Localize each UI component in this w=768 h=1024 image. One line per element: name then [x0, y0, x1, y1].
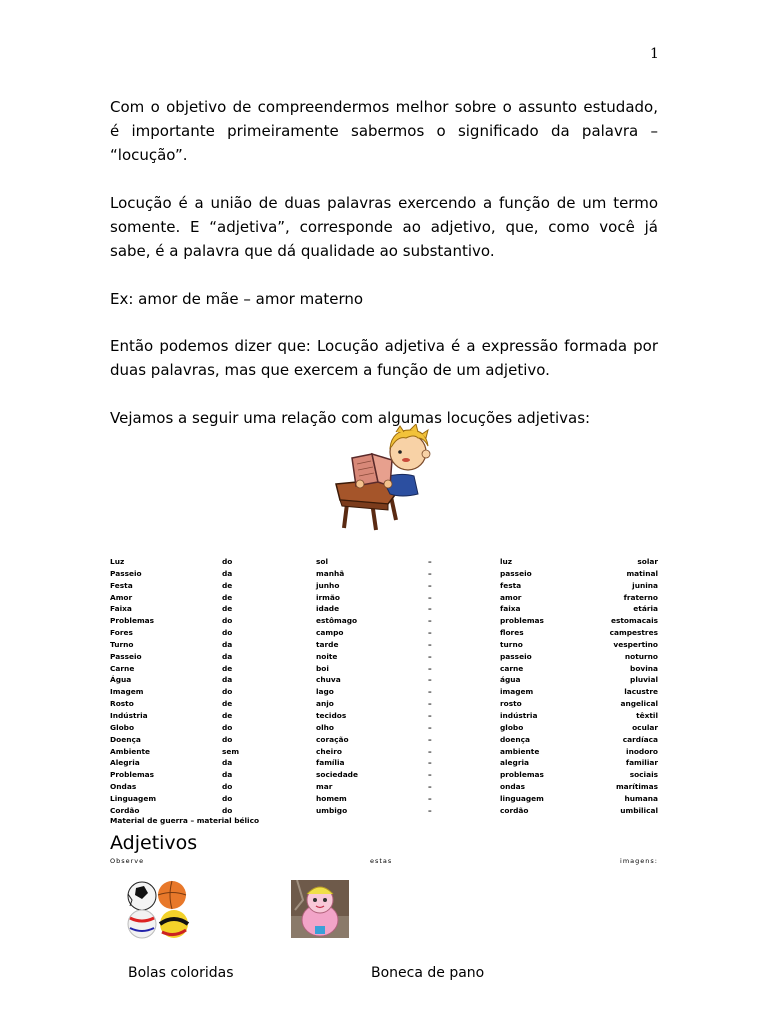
- table-cell: Ondas: [110, 782, 137, 792]
- table-cell: imagem: [500, 687, 534, 697]
- locucao-last-line: Material de guerra – material bélico: [110, 816, 260, 825]
- table-cell: inodoro: [626, 746, 658, 756]
- table-cell: –: [428, 616, 432, 626]
- table-cell: carne: [500, 663, 524, 673]
- table-cell: linguagem: [500, 793, 544, 803]
- table-cell: –: [428, 557, 432, 566]
- table-cell: Festa: [110, 580, 133, 590]
- table-cell: do: [222, 722, 233, 732]
- table-row: [110, 805, 658, 817]
- observe-word: estas: [370, 857, 393, 865]
- caption-balls: Bolas coloridas: [128, 965, 234, 981]
- table-cell: passeio: [500, 651, 532, 661]
- table-cell: –: [428, 793, 432, 803]
- table-cell: do: [222, 628, 233, 638]
- table-row: [110, 734, 658, 746]
- table-cell: Ambiente: [110, 746, 151, 756]
- table-cell: Carne: [110, 663, 135, 673]
- table-row: [110, 746, 658, 758]
- reading-boy-illustration: [330, 424, 440, 534]
- table-cell: da: [222, 758, 233, 768]
- table-cell: Problemas: [110, 616, 155, 626]
- table-cell: –: [428, 651, 432, 661]
- table-cell: da: [222, 675, 233, 685]
- table-cell: de: [222, 580, 233, 590]
- table-cell: matinal: [626, 568, 658, 578]
- table-cell: ocular: [632, 722, 658, 732]
- table-row: [110, 603, 658, 615]
- table-cell: do: [222, 782, 233, 792]
- table-row: [110, 639, 658, 651]
- table-cell: –: [428, 580, 432, 590]
- table-cell: de: [222, 592, 233, 602]
- table-row: [110, 686, 658, 698]
- table-cell: luz: [500, 557, 513, 566]
- colored-balls-image: [122, 880, 196, 940]
- table-cell: familiar: [625, 758, 658, 768]
- table-row: [110, 710, 658, 722]
- table-cell: homem: [316, 793, 347, 803]
- table-cell: –: [428, 758, 432, 768]
- table-cell: de: [222, 663, 233, 673]
- table-row: [110, 627, 658, 639]
- observe-word: Observe: [110, 857, 145, 865]
- table-cell: marítimas: [615, 782, 658, 792]
- table-row: [110, 722, 658, 734]
- page-number: 1: [650, 46, 659, 62]
- table-cell: têxtil: [636, 710, 658, 720]
- locucoes-table: [110, 556, 658, 817]
- table-cell: lago: [316, 687, 334, 697]
- table-cell: da: [222, 770, 233, 780]
- table-cell: chuva: [316, 675, 341, 685]
- table-cell: alegria: [500, 758, 529, 768]
- table-cell: Rosto: [110, 699, 134, 709]
- table-row: [110, 674, 658, 686]
- table-cell: cardíaca: [622, 734, 658, 744]
- table-cell: da: [222, 651, 233, 661]
- table-cell: do: [222, 805, 233, 815]
- table-cell: Alegria: [110, 758, 140, 768]
- table-cell: coração: [316, 734, 349, 744]
- table-cell: turno: [500, 639, 523, 649]
- table-cell: etária: [633, 604, 658, 614]
- table-cell: –: [428, 592, 432, 602]
- table-cell: festa: [500, 580, 522, 590]
- table-cell: de: [222, 604, 233, 614]
- table-cell: bovina: [630, 663, 658, 673]
- table-cell: –: [428, 805, 432, 815]
- intro-paragraph: Com o objetivo de compreendermos melhor sobre o assunto estudado, é importante primeiramente sabermos o significado da palavra – “locução”.: [110, 98, 658, 164]
- table-cell: Passeio: [110, 568, 142, 578]
- table-cell: do: [222, 687, 233, 697]
- table-row: [110, 615, 658, 627]
- table-cell: doença: [500, 734, 531, 744]
- table-cell: Amor: [110, 592, 133, 602]
- table-cell: Água: [110, 675, 132, 685]
- example-paragraph: Ex: amor de mãe – amor materno: [110, 290, 364, 308]
- table-cell: rosto: [500, 699, 522, 709]
- table-cell: angelical: [620, 699, 658, 709]
- table-cell: do: [222, 734, 233, 744]
- table-row: [110, 568, 658, 580]
- table-cell: –: [428, 734, 432, 744]
- table-cell: Faixa: [110, 604, 132, 614]
- table-row: [110, 793, 658, 805]
- table-cell: –: [428, 663, 432, 673]
- table-cell: água: [500, 675, 521, 685]
- table-cell: –: [428, 722, 432, 732]
- table-cell: umbilical: [620, 805, 658, 815]
- table-cell: humana: [624, 793, 658, 803]
- table-cell: Doença: [110, 734, 141, 744]
- table-cell: ambiente: [500, 746, 540, 756]
- table-cell: sem: [222, 746, 240, 756]
- table-cell: tarde: [316, 639, 339, 649]
- table-cell: da: [222, 568, 233, 578]
- table-cell: Fores: [110, 628, 133, 638]
- table-cell: –: [428, 568, 432, 578]
- observe-word: imagens:: [620, 857, 658, 865]
- table-cell: noturno: [624, 651, 658, 661]
- cloth-doll-image: [291, 880, 349, 938]
- table-cell: estomacais: [610, 616, 658, 626]
- table-cell: Turno: [110, 639, 134, 649]
- table-cell: junina: [632, 580, 658, 590]
- table-cell: –: [428, 604, 432, 614]
- table-cell: flores: [500, 628, 524, 638]
- section-title: Adjetivos: [110, 832, 198, 854]
- table-cell: irmão: [316, 592, 340, 602]
- table-cell: problemas: [500, 616, 544, 626]
- table-cell: umbigo: [316, 805, 348, 815]
- table-cell: Imagem: [110, 687, 144, 697]
- table-cell: –: [428, 675, 432, 685]
- table-cell: amor: [500, 592, 522, 602]
- table-cell: –: [428, 710, 432, 720]
- table-cell: idade: [316, 604, 340, 614]
- table-cell: fraterno: [623, 592, 658, 602]
- list-intro-paragraph: Vejamos a seguir uma relação com algumas locuções adjetivas:: [110, 409, 591, 427]
- table-cell: ondas: [500, 782, 526, 792]
- table-cell: manhã: [316, 568, 345, 578]
- table-cell: –: [428, 687, 432, 697]
- table-cell: do: [222, 557, 233, 566]
- table-row: [110, 757, 658, 769]
- table-cell: –: [428, 746, 432, 756]
- table-cell: sol: [316, 557, 329, 566]
- table-row: [110, 663, 658, 675]
- table-cell: –: [428, 699, 432, 709]
- table-cell: Indústria: [110, 710, 148, 720]
- table-cell: sociedade: [316, 770, 358, 780]
- table-row: [110, 580, 658, 592]
- table-cell: campestres: [609, 628, 658, 638]
- table-cell: vespertino: [613, 639, 658, 649]
- table-row: [110, 651, 658, 663]
- table-cell: passeio: [500, 568, 532, 578]
- table-cell: –: [428, 770, 432, 780]
- table-cell: tecidos: [316, 710, 347, 720]
- table-cell: do: [222, 616, 233, 626]
- table-cell: –: [428, 628, 432, 638]
- table-cell: solar: [637, 557, 658, 566]
- table-cell: campo: [316, 628, 344, 638]
- table-cell: –: [428, 639, 432, 649]
- table-cell: olho: [316, 722, 334, 732]
- table-row: [110, 698, 658, 710]
- table-cell: noite: [316, 651, 338, 661]
- table-cell: –: [428, 782, 432, 792]
- table-cell: Problemas: [110, 770, 155, 780]
- table-cell: indústria: [500, 710, 538, 720]
- table-cell: Cordão: [110, 805, 140, 815]
- table-cell: família: [316, 758, 345, 768]
- caption-doll: Boneca de pano: [371, 965, 485, 981]
- table-cell: junho: [316, 580, 340, 590]
- table-cell: mar: [316, 782, 333, 792]
- table-row: [110, 769, 658, 781]
- table-cell: globo: [500, 722, 524, 732]
- table-cell: cheiro: [316, 746, 342, 756]
- definition-paragraph: Locução é a união de duas palavras exercendo a função de um termo somente. E “adjetiva”, corresponde ao adjetivo, que, como você já sabe, é a palavra que dá qualidade ao substantivo.: [110, 194, 658, 260]
- conclusion-paragraph: Então podemos dizer que: Locução adjetiva é a expressão formada por duas palavras, mas que exercem a função de um adjetivo.: [110, 337, 658, 379]
- table-row: [110, 592, 658, 604]
- table-cell: do: [222, 793, 233, 803]
- table-cell: faixa: [500, 604, 521, 614]
- table-cell: sociais: [629, 770, 658, 780]
- table-cell: anjo: [316, 699, 334, 709]
- table-cell: cordão: [500, 805, 529, 815]
- table-cell: pluvial: [630, 675, 658, 685]
- table-cell: de: [222, 710, 233, 720]
- table-cell: de: [222, 699, 233, 709]
- table-cell: lacustre: [624, 687, 658, 697]
- table-row: [110, 781, 658, 793]
- table-cell: Luz: [110, 557, 125, 566]
- table-cell: Linguagem: [110, 793, 157, 803]
- table-cell: da: [222, 639, 233, 649]
- table-cell: Globo: [110, 722, 135, 732]
- table-row: [110, 556, 658, 568]
- table-cell: Passeio: [110, 651, 142, 661]
- table-cell: boi: [316, 663, 329, 673]
- table-cell: problemas: [500, 770, 544, 780]
- table-cell: estômago: [316, 616, 358, 626]
